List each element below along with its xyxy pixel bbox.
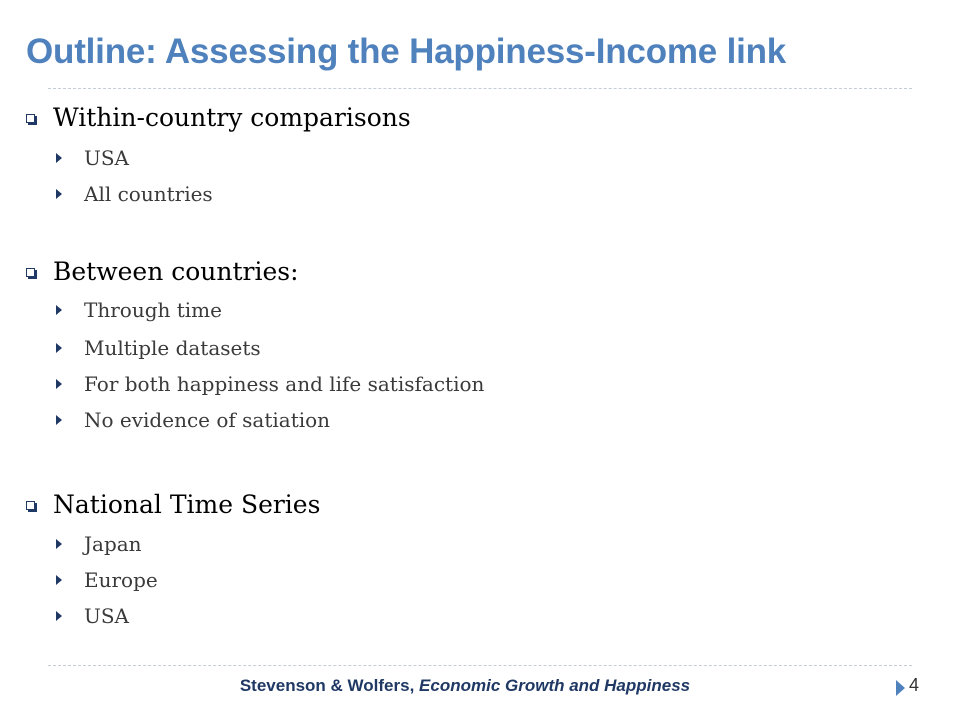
square-bullet-icon <box>26 114 35 123</box>
triangle-bullet-icon <box>56 415 62 425</box>
list-item-text: Japan <box>84 532 142 556</box>
list-item-text: All countries <box>84 182 213 206</box>
section-heading-national-time-series <box>26 488 320 520</box>
triangle-bullet-icon <box>56 539 62 549</box>
footer-divider <box>48 665 912 666</box>
square-bullet-icon <box>26 268 35 277</box>
footer-citation <box>0 676 930 696</box>
list-item-text: USA <box>84 604 129 628</box>
list-item-text: For both happiness and life satisfaction <box>84 372 485 396</box>
page-number: 4 <box>909 675 920 695</box>
list-item <box>56 567 158 593</box>
list-item <box>56 335 261 361</box>
section-heading-text: Between countries: <box>53 256 299 286</box>
list-item <box>56 297 222 323</box>
section-heading-text: Within-country comparisons <box>53 102 411 132</box>
triangle-bullet-icon <box>56 305 62 315</box>
triangle-bullet-icon <box>56 379 62 389</box>
list-item <box>56 145 129 171</box>
list-item-text: No evidence of satiation <box>84 408 331 432</box>
footer-work-title: Economic Growth and Happiness <box>419 676 691 695</box>
list-item <box>56 531 142 557</box>
title-divider <box>48 88 912 89</box>
triangle-bullet-icon <box>56 343 62 353</box>
list-item <box>56 371 484 397</box>
slide-title: Outline: Assessing the Happiness-Income link <box>26 32 787 71</box>
list-item <box>56 603 129 629</box>
section-heading-text: National Time Series <box>53 489 321 519</box>
triangle-bullet-icon <box>56 575 62 585</box>
page-marker-icon <box>896 680 905 696</box>
list-item <box>56 181 213 207</box>
triangle-bullet-icon <box>56 153 62 163</box>
list-item-text: Europe <box>84 568 158 592</box>
list-item <box>56 407 330 433</box>
section-heading-within-country <box>26 101 411 133</box>
footer-authors: Stevenson & Wolfers, <box>239 676 415 695</box>
square-bullet-icon <box>26 501 35 510</box>
triangle-bullet-icon <box>56 189 62 199</box>
triangle-bullet-icon <box>56 611 62 621</box>
list-item-text: USA <box>84 146 129 170</box>
list-item-text: Through time <box>84 298 222 322</box>
list-item-text: Multiple datasets <box>84 336 261 360</box>
section-heading-between-countries <box>26 255 299 287</box>
